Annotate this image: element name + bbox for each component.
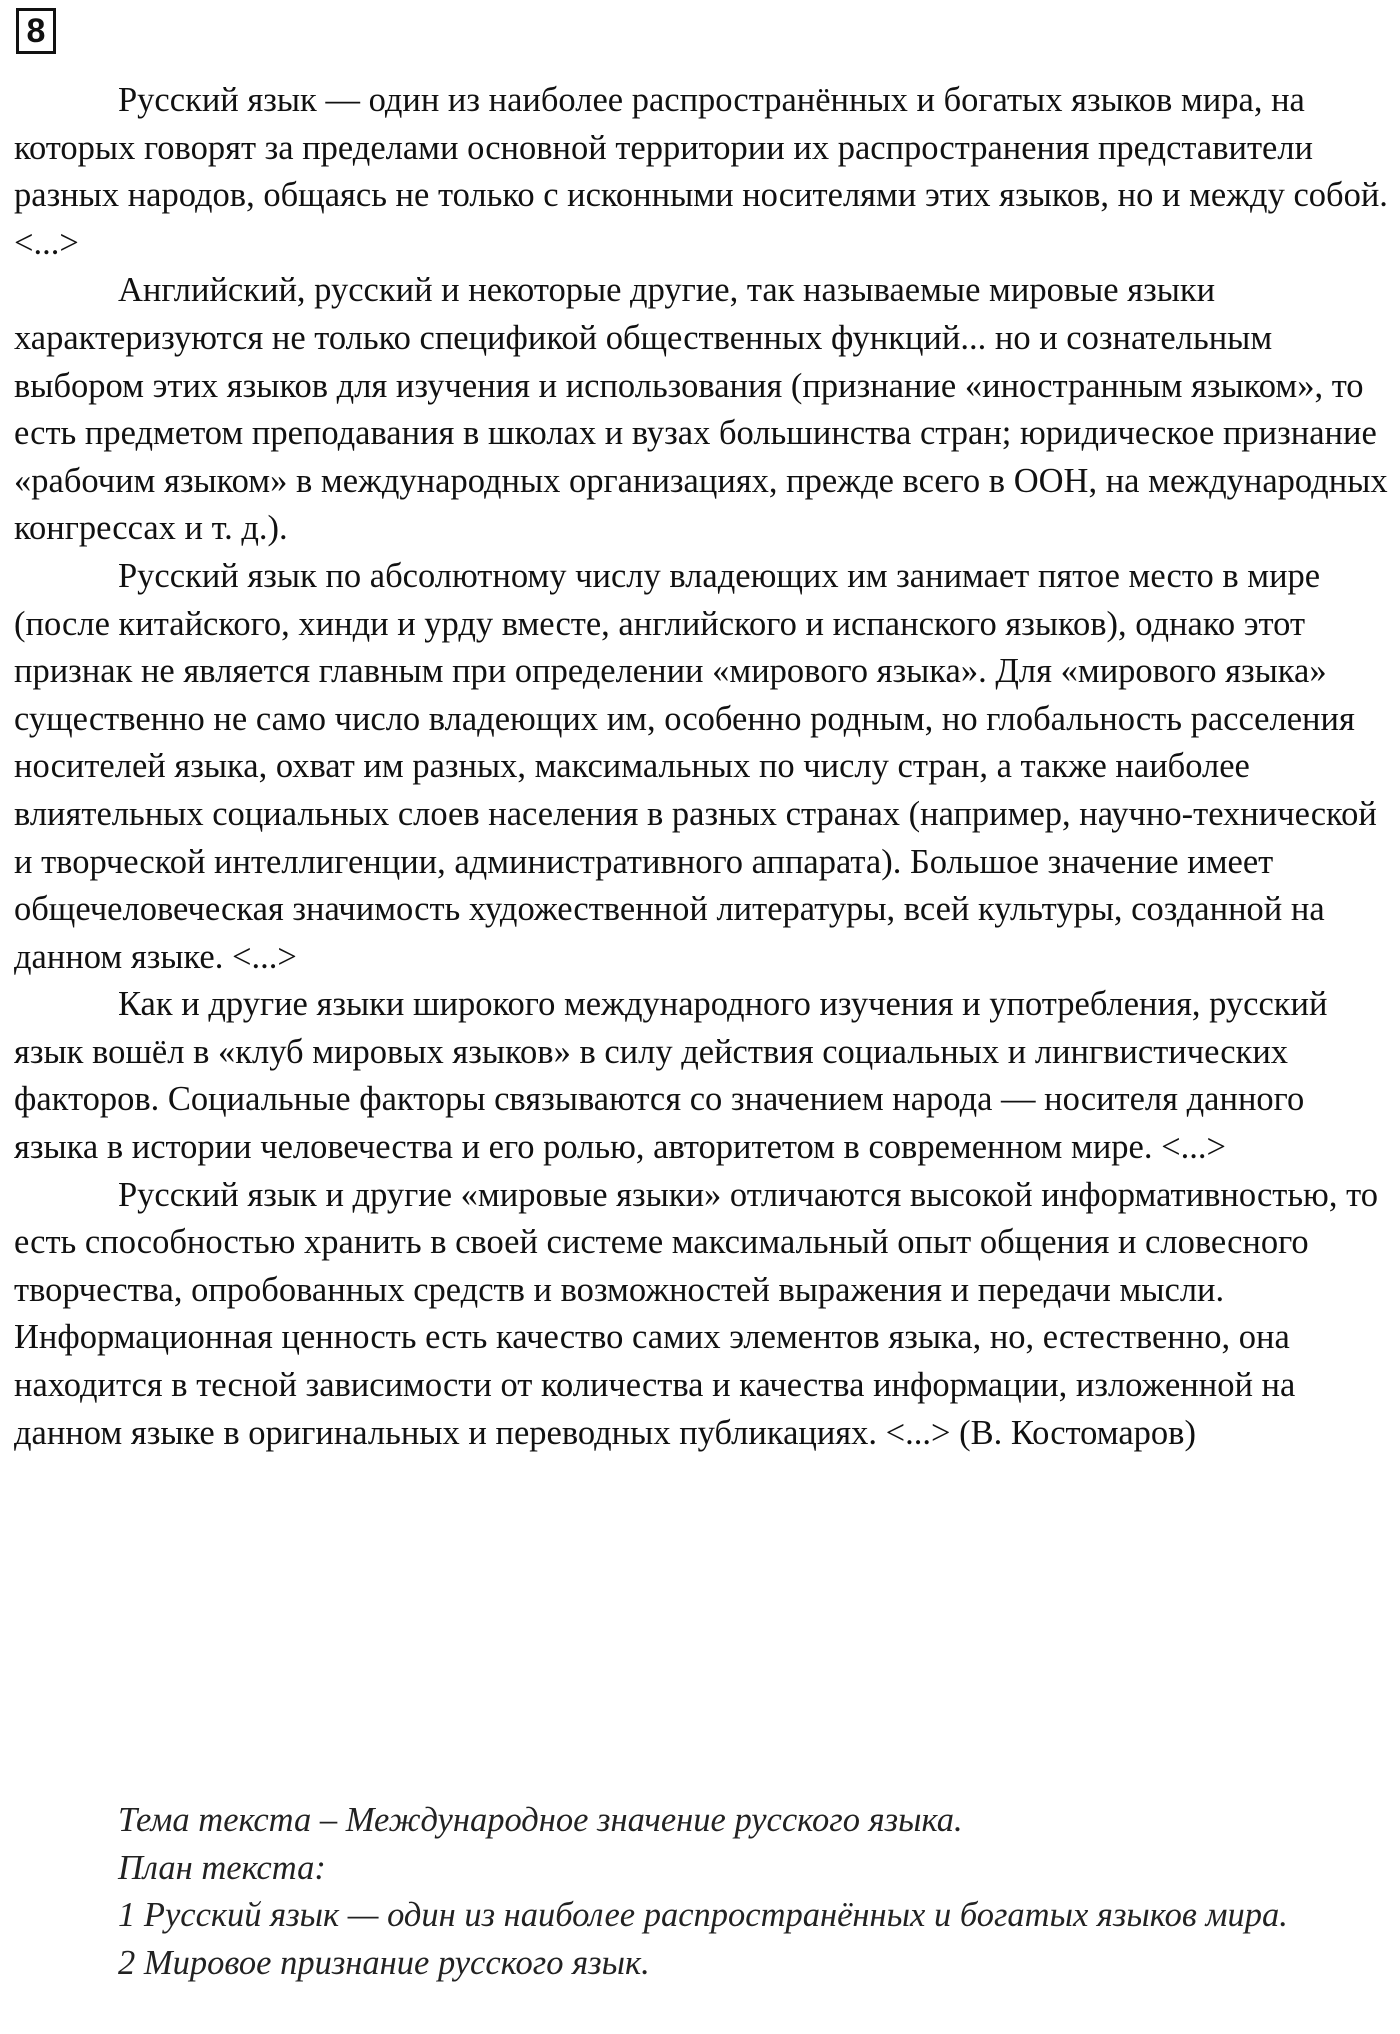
plan-heading: План текста: bbox=[118, 1848, 326, 1887]
paragraph-5: Русский язык и другие «мировые языки» отличаются высокой информативностью, то есть способностью хранить в своей системе максимальный опыт общения и словесного творчества, опробованных средств и возможностей выражения и передачи мысли. Информационная ценность есть качество самих элементов языка, но, естественно, она находится в тесной зависимости от количества и качества информации, изложенной на данном языке в оригинальных и переводных публикациях. <...> (В. Костомаров) bbox=[14, 1175, 1378, 1452]
plan-item-2: 2 Мировое признание русского язык. bbox=[118, 1943, 650, 1982]
main-text bbox=[14, 77, 1389, 1457]
plan-item-1: 1 Русский язык — один из наиболее распространённых и богатых языков мира. bbox=[118, 1896, 1288, 1935]
paragraph-4: Как и другие языки широкого международного изучения и употребления, русский язык вошёл в «клуб мировых языков» в силу действия социальных и лингвистических факторов. Социальные факторы связываются со значением народа — носителя данного языка в истории человечества и его ролью, авторитетом в современном мире. <...> bbox=[14, 985, 1328, 1167]
text-plan bbox=[14, 1797, 1389, 1987]
paragraph-1: Русский язык — один из наиболее распространённых и богатых языков мира, на которых говорят за пределами основной территории их распространения представители разных народов, общаясь не только с исконными носителями этих языков, но и между собой. <...> bbox=[14, 81, 1388, 262]
paragraph-3: Русский язык по абсолютному числу владеющих им занимает пятое место в мире (после китайского, хинди и урду вместе, английского и испанского языков), однако этот признак не является главным при определении «мирового языка». Для «мирового языка» существенно не само число владеющих им, особенно родным, но глобальность расселения носителей языка, охват им разных, максимальных по числу стран, а также наиболее влиятельных социальных слоев населения в разных странах (например, научно-технической и творческой интеллигенции, административного аппарата). Большое значение имеет общечеловеческая значимость художественной литературы, всей культуры, созданной на данном языке. <...> bbox=[14, 556, 1377, 976]
plan-topic: Тема текста – Международное значение русского языка. bbox=[118, 1801, 963, 1839]
task-number-badge: 8 bbox=[16, 8, 56, 54]
paragraph-2: Английский, русский и некоторые другие, так называемые мировые языки характеризуются не только спецификой общественных функций... но и сознательным выбором этих языков для изучения и использования (признание «иностранным языком», то есть предметом преподавания в школах и вузах большинства стран; юридическое признание «рабочим языком» в международных организациях, прежде всего в ООН, на международных конгрессах и т. д.). bbox=[14, 271, 1388, 548]
